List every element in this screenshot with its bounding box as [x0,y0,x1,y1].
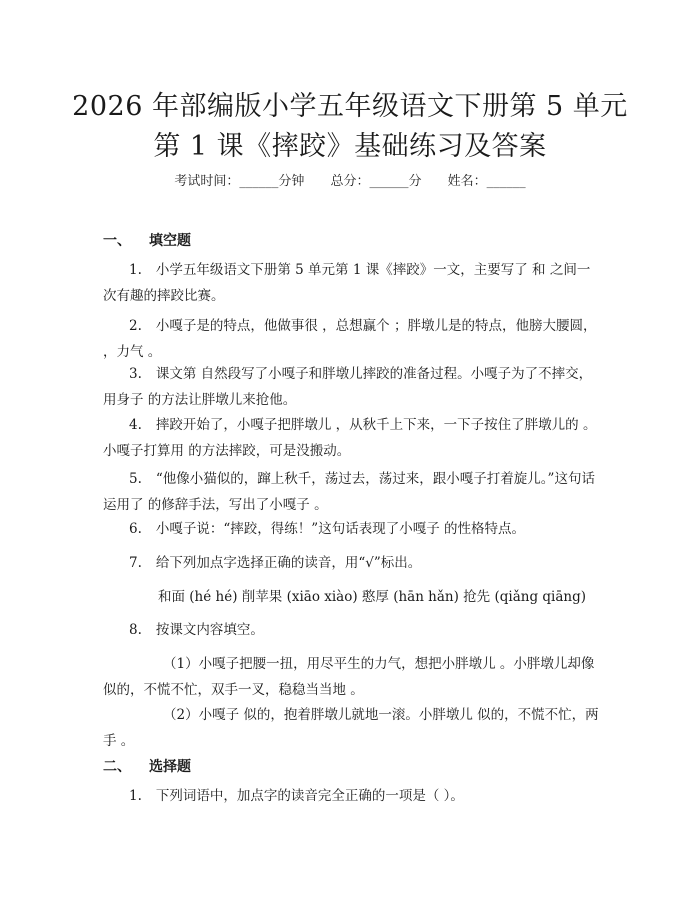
question-number: 4. [129,417,142,433]
fill-question-3 [103,361,603,413]
question-number: 8. [129,622,142,638]
pinyin-choice-line: 和面 (hé hé) 削苹果 (xiāo xiào) 憨厚 (hān hǎn) 抢先 (qiǎng qiāng) [158,589,586,605]
section-number: 二、 [103,759,131,775]
section-number: 一、 [103,233,131,249]
question-number: 6. [129,521,142,537]
sub-item-2: （2）小嘎子 似的，抱着胖墩儿就地一滚。小胖墩儿 似的，不慌不忙，两手 。 [103,707,599,749]
document-title-line-2: 第 1 课《摔跤》基础练习及答案 [153,131,547,162]
question-number: 1. [129,788,142,804]
fill-question-7 [103,550,603,576]
question-text: 给下列加点字选择正确的读音，用“√”标出。 [155,555,422,571]
exam-meta [0,170,700,189]
document-title-line-1: 2026 年部编版小学五年级语文下册第 5 单元 [72,91,628,122]
fill-question-1 [103,257,603,309]
question-text: 按课文内容填空。 [155,622,264,638]
fill-question-8 [103,617,603,643]
question-text: 小嘎子说：“摔跤，得练！”这句话表现了小嘎子 的性格特点。 [155,521,525,537]
question-number: 3. [129,366,142,382]
question-text: “他像小猫似的，蹿上秋千，荡过去，荡过来，跟小嘎子打着旋儿。”这句话运用了 的修辞手法，写出了小嘎子 。 [103,471,595,513]
choice-question-1 [103,783,603,809]
sub-item-1: （1）小嘎子把腰一扭，用尽平生的力气，想把小胖墩儿 。小胖墩儿却像似的，不慌不忙，双手一叉，稳稳当当地 。 [103,656,595,698]
section-heading-fill [103,230,191,250]
fill-question-6 [103,516,603,542]
fill-question-4 [103,412,603,464]
question-text: 下列词语中，加点字的读音完全正确的一项是（ ）。 [155,788,464,804]
fill-question-2 [103,313,603,365]
question-text: 摔跤开始了，小嘎子把胖墩儿 ，从秋千上下来，一下子按住了胖墩儿的 。小嘎子打算用 的方法摔跤，可是没搬动。 [103,417,597,459]
question-text: 小学五年级语文下册第 5 单元第 1 课《摔跤》一文，主要写了 和 之间一次有趣的摔跤比赛。 [103,262,591,304]
question-number: 2. [129,318,142,334]
question-number: 1. [129,262,142,278]
section-label: 选择题 [149,759,191,775]
section-label: 填空题 [149,233,191,249]
section-heading-choice [103,756,191,776]
student-name-field: 姓名：______ [447,174,526,189]
exam-time-field: 考试时间：______分钟 [174,174,305,189]
total-score-field: 总分：______分 [330,174,422,189]
question-number: 5. [129,471,142,487]
question-number: 7. [129,555,142,571]
question-text: 课文第 自然段写了小嘎子和胖墩儿摔跤的准备过程。小嘎子为了不摔交，用身子 的方法让胖墩儿来抢他。 [103,366,593,408]
question-text: 小嘎子是的特点，他做事很 ，总想赢个 ；胖墩儿是的特点，他膀大腰圆， ，力气 。 [103,318,597,360]
fill-question-5 [103,466,603,518]
